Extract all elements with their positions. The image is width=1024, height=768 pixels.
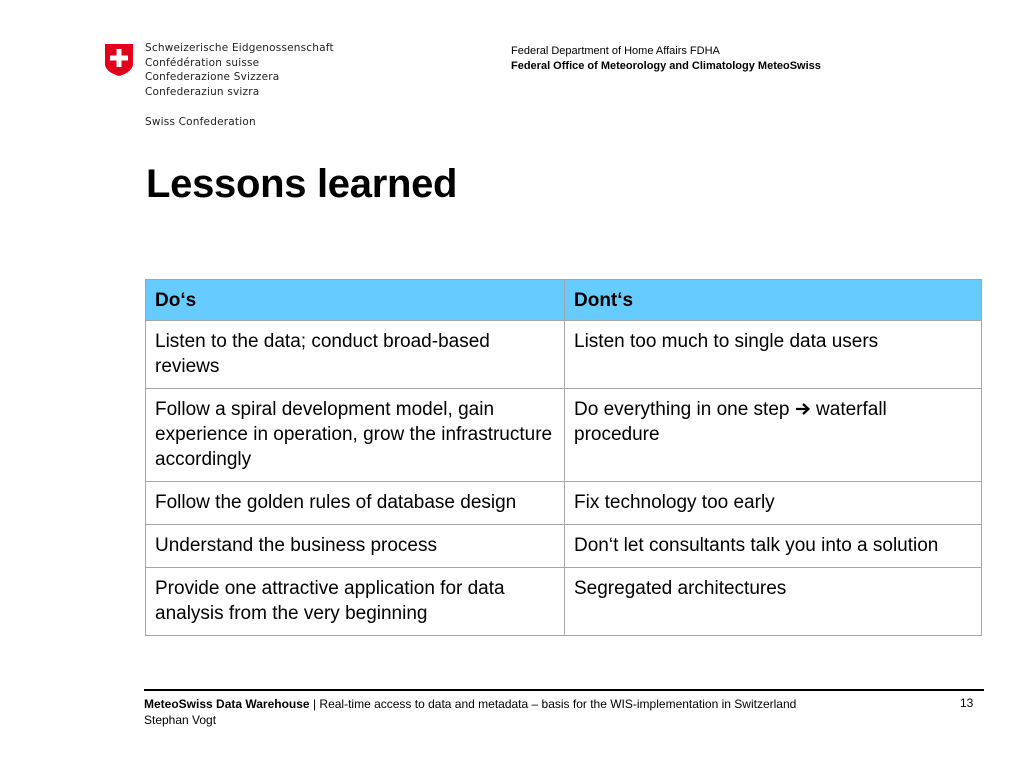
footer-description: Real-time access to data and metadata – basis for the WIS-implementation in Switzerland <box>319 697 797 711</box>
column-header-dos: Do‘s <box>146 280 565 321</box>
page-title: Lessons learned <box>146 162 458 206</box>
table-row <box>146 482 982 525</box>
table-cell-do: Understand the business process <box>146 525 565 568</box>
table-cell-dont <box>565 389 982 482</box>
department-name: Federal Department of Home Affairs FDHA <box>511 45 720 57</box>
arrow-right-icon <box>795 402 811 416</box>
table-cell-dont: Listen too much to single data users <box>565 321 982 389</box>
page-number: 13 <box>960 696 974 710</box>
dont-text-part1: Do everything in one step <box>574 399 790 420</box>
confederation-name-de: Schweizerische Eidgenossenschaft <box>145 42 334 54</box>
confederation-name-it: Confederazione Svizzera <box>145 71 280 84</box>
table-row <box>146 568 982 636</box>
table-cell-do: Listen to the data; conduct broad-based reviews <box>146 321 565 389</box>
department-block <box>511 44 821 74</box>
footer-line-1 <box>144 696 796 712</box>
footer <box>144 696 796 728</box>
footer-product: MeteoSwiss Data Warehouse <box>144 697 310 711</box>
confederation-names <box>145 41 334 99</box>
column-header-donts: Dont‘s <box>565 280 982 321</box>
table-cell-do: Provide one attractive application for data analysis from the very beginning <box>146 568 565 636</box>
lessons-table <box>145 279 982 636</box>
table-cell-dont: Segregated architectures <box>565 568 982 636</box>
table-row <box>146 321 982 389</box>
table-row <box>146 525 982 568</box>
confederation-name-fr: Confédération suisse <box>145 56 260 69</box>
swiss-flag-icon <box>104 43 134 77</box>
table-cell-dont: Fix technology too early <box>565 482 982 525</box>
confederation-name-rm: Confederaziun svizra <box>145 85 260 98</box>
footer-divider <box>144 689 984 691</box>
table-cell-dont: Don‘t let consultants talk you into a solution <box>565 525 982 568</box>
table-header-row <box>146 280 982 321</box>
office-name: Federal Office of Meteorology and Climatology MeteoSwiss <box>511 60 821 72</box>
footer-separator: | <box>309 697 320 711</box>
table-row <box>146 389 982 482</box>
table-cell-do: Follow a spiral development model, gain experience in operation, grow the infrastructure accordingly <box>146 389 565 482</box>
footer-author: Stephan Vogt <box>144 713 217 727</box>
dont-text-part2: waterfall procedure <box>574 399 887 445</box>
confederation-short-name: Swiss Confederation <box>145 116 256 128</box>
table-cell-do: Follow the golden rules of database design <box>146 482 565 525</box>
